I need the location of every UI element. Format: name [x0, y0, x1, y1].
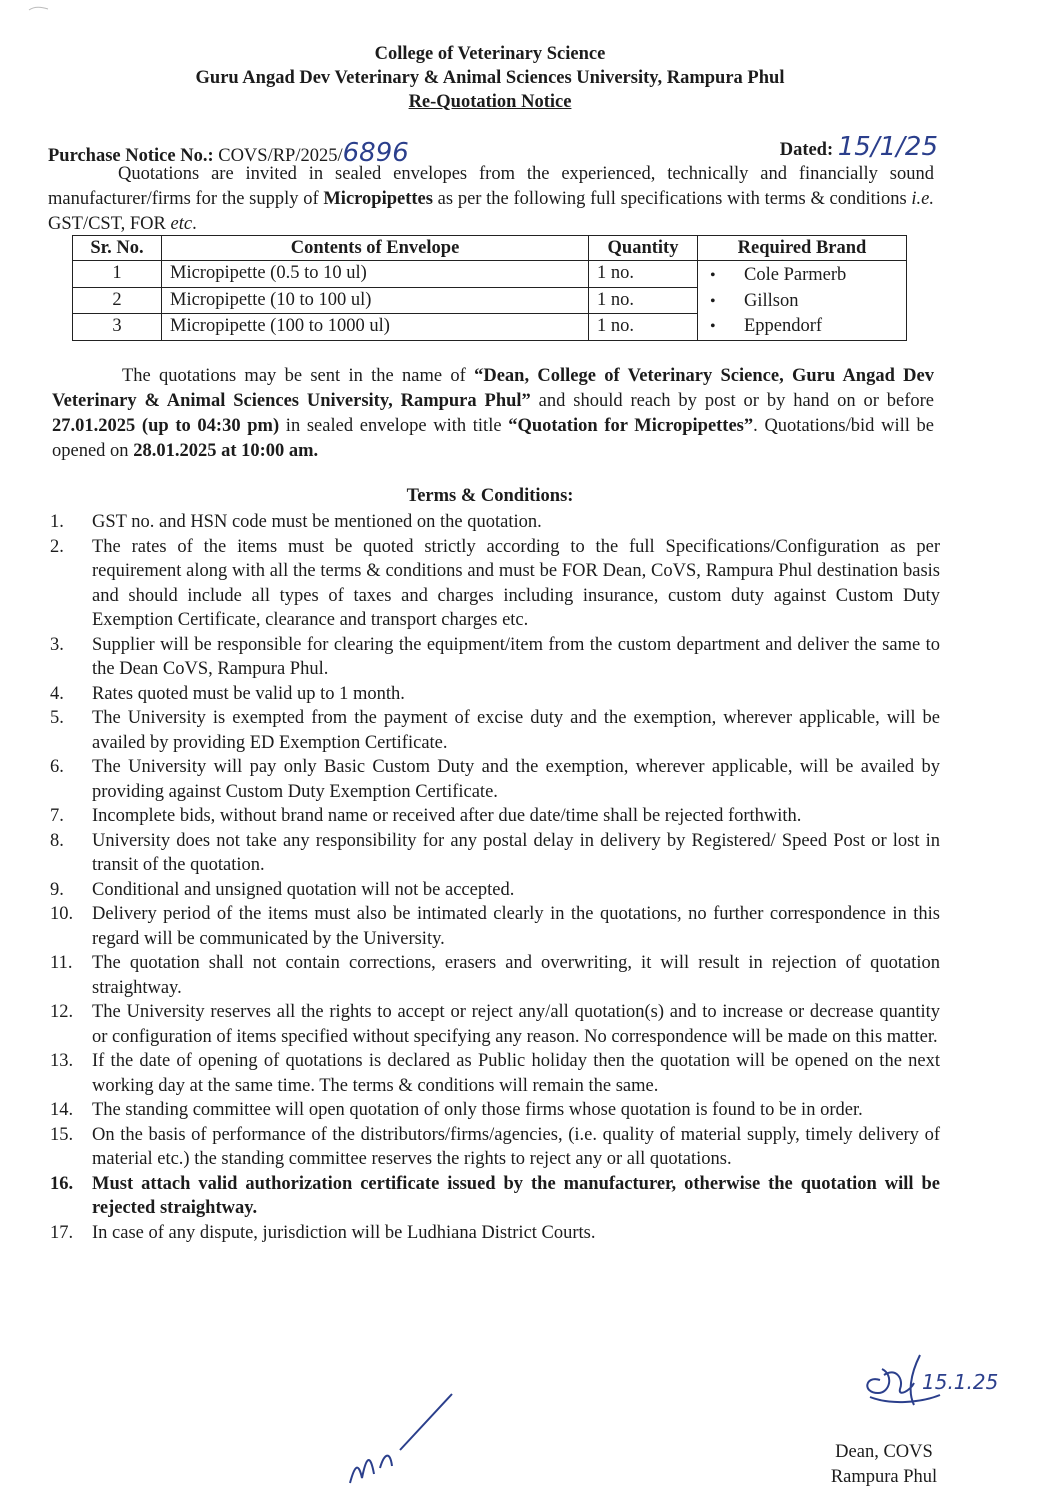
- para-opening-date: 28.01.2025 at 10:00 am.: [133, 441, 319, 461]
- term-text: If the date of opening of quotations is declared as Public holiday then the quotation will be opened on the next working day at the same time. The terms & conditions will remain the same.: [92, 1051, 940, 1096]
- purchase-notice-number: 6896: [342, 138, 409, 168]
- term-number: 3.: [50, 634, 64, 655]
- cell-content: Micropipette (10 to 100 ul): [162, 287, 589, 314]
- term-item: [50, 951, 940, 1000]
- term-number: 7.: [50, 806, 64, 826]
- intro-etc: etc: [170, 214, 193, 234]
- cell-sr: 3: [73, 314, 162, 341]
- term-number: 15.: [50, 1124, 74, 1145]
- para-envelope-title: “Quotation for Micropipettes”: [508, 416, 754, 436]
- cell-sr: 1: [73, 261, 162, 288]
- intro-text-1: Quotations are invited in sealed envelopes from the experienced, technically and financially sound manufacturer/firms for the supply of: [48, 164, 934, 209]
- term-number: 1.: [50, 512, 64, 532]
- items-table: [72, 235, 907, 341]
- term-item: [50, 1098, 940, 1123]
- cell-qty: 1 no.: [589, 314, 698, 341]
- term-item: [50, 633, 940, 682]
- term-item: [50, 682, 940, 707]
- term-number: 8.: [50, 830, 64, 851]
- term-item: [50, 878, 940, 903]
- para-addressee: “Dean, College of Veterinary Science, Guru Angad Dev Veterinary & Animal Sciences University, Rampura Phul”: [52, 366, 934, 411]
- term-number: 4.: [50, 683, 64, 704]
- intro-paragraph: [48, 162, 934, 237]
- letterhead: [0, 42, 980, 114]
- dated-value: 15/1/25: [837, 132, 938, 162]
- term-item: [50, 1049, 940, 1098]
- brand-item: • Eppendorf: [698, 314, 906, 340]
- para-deadline: 27.01.2025 (up to 04:30 pm): [52, 416, 280, 436]
- term-number: 5.: [50, 708, 64, 728]
- term-text: Conditional and unsigned quotation will not be accepted.: [92, 879, 515, 900]
- term-number: 14.: [50, 1100, 74, 1120]
- term-number: 2.: [50, 536, 64, 557]
- term-text: On the basis of performance of the distributors/firms/agencies, (i.e. quality of material supply, timely delivery of material etc.) the standing committee reserves the rights to reject any or all quotations.: [92, 1124, 940, 1169]
- term-text: In case of any dispute, jurisdiction will be Ludhiana District Courts.: [92, 1222, 596, 1243]
- cell-content: Micropipette (100 to 1000 ul): [162, 314, 589, 341]
- dean-signature: [810, 1345, 999, 1420]
- brand-item: • Cole Parmerb: [698, 263, 906, 289]
- term-text: Delivery period of the items must also be intimated clearly in the quotations, no further correspondence in this regard will be communicated by the University.: [92, 904, 940, 949]
- term-text: The standing committee will open quotation of only those firms whose quotation is found to be in order.: [92, 1100, 863, 1120]
- cell-qty: 1 no.: [589, 287, 698, 314]
- term-text: The University is exempted from the payment of excise duty and the exemption, wherever applicable, will be availed by providing ED Exemption Certificate.: [92, 708, 940, 753]
- brand-list: [698, 261, 906, 340]
- scan-mark: [28, 4, 50, 12]
- header-brand: Required Brand: [698, 236, 907, 261]
- term-number: 6.: [50, 757, 64, 777]
- intro-item: Micropipettes: [323, 189, 433, 209]
- cell-content: Micropipette (0.5 to 10 ul): [162, 261, 589, 288]
- term-item: [50, 1221, 940, 1246]
- dated-label: Dated:: [779, 140, 834, 160]
- term-number: 10.: [50, 904, 74, 924]
- cell-qty: 1 no.: [589, 261, 698, 288]
- signatory-place: Rampura Phul: [830, 1467, 938, 1487]
- term-text: Rates quoted must be valid up to 1 month.: [92, 683, 405, 704]
- term-text: University does not take any responsibility for any postal delay in delivery by Registered/ Speed Post or lost in transit of the quotation.: [92, 830, 940, 875]
- term-item: [50, 755, 940, 804]
- header-contents: Contents of Envelope: [162, 236, 589, 261]
- term-number: 16.: [50, 1173, 74, 1194]
- notice-title: Re-Quotation Notice: [408, 92, 572, 112]
- term-number: 13.: [50, 1051, 74, 1071]
- term-number: 9.: [50, 879, 64, 900]
- intro-text-4: .: [192, 214, 197, 234]
- term-number: 11.: [50, 953, 73, 973]
- cell-sr: 2: [73, 287, 162, 314]
- term-text: Supplier will be responsible for clearing the equipment/item from the custom department and deliver the same to the Dean CoVS, Rampura Phul.: [92, 634, 940, 679]
- term-item: [50, 804, 940, 829]
- table-header-row: [73, 236, 907, 261]
- initials-signature: [340, 1388, 460, 1488]
- purchase-notice-prefix: COVS/RP/2025/: [218, 146, 343, 166]
- para-text-3: in sealed envelope with title: [279, 416, 509, 436]
- term-text: Must attach valid authorization certificate issued by the manufacturer, otherwise the quotation will be rejected straightway.: [92, 1173, 940, 1218]
- para-text-2: and should reach by post or by hand on or before: [530, 391, 934, 411]
- intro-ie: i.e.: [911, 189, 934, 209]
- term-text: Incomplete bids, without brand name or received after due date/time shall be rejected forthwith.: [92, 806, 802, 826]
- header-quantity: Quantity: [589, 236, 698, 261]
- terms-title: Terms & Conditions:: [406, 486, 574, 506]
- term-text: The quotation shall not contain corrections, erasers and overwriting, it will result in rejection of quotation straightway.: [92, 953, 940, 998]
- term-number: 12.: [50, 1002, 74, 1022]
- dated-field: [780, 132, 938, 162]
- signature-date: 15.1.25: [922, 1370, 999, 1394]
- term-item: [50, 1123, 940, 1172]
- para-text-1: The quotations may be sent in the name of: [122, 366, 475, 386]
- brand-item: • Gillson: [698, 289, 906, 315]
- term-number: 17.: [50, 1222, 74, 1243]
- term-text: GST no. and HSN code must be mentioned on the quotation.: [92, 512, 542, 532]
- table-row: [73, 261, 907, 288]
- signatory-title: Dean, COVS: [835, 1442, 933, 1462]
- term-item: [50, 902, 940, 951]
- term-item: [50, 1172, 940, 1221]
- terms-list: [50, 510, 940, 1245]
- term-item: [50, 1000, 940, 1049]
- signatory-block: [824, 1440, 944, 1490]
- term-item: [50, 510, 940, 535]
- college-name: College of Veterinary Science: [374, 44, 606, 64]
- intro-text-2: as per the following full specifications with terms & conditions: [432, 189, 912, 209]
- purchase-notice-label: Purchase Notice No.:: [48, 146, 214, 166]
- term-item: [50, 706, 940, 755]
- brand-cell: [698, 261, 907, 341]
- term-text: The rates of the items must be quoted strictly according to the full Specifications/Configuration as per requirement along with all the terms & conditions and must be FOR Dean, CoVS, Rampura Phul destination basis and should include all types of taxes and charges including insurance, custom duty against Custom Duty Exemption Certificate, clearance and transport charges etc.: [92, 536, 940, 630]
- para-text-4: . Quotations/bid will be opened on: [52, 416, 934, 461]
- header-sr-no: Sr. No.: [73, 236, 162, 261]
- term-text: The University reserves all the rights to accept or reject any/all quotation(s) and to increase or decrease quantity or configuration of items specified without specifying any reason. No correspondence will be made on this matter.: [92, 1002, 940, 1047]
- submission-paragraph: [52, 364, 934, 464]
- term-text: The University will pay only Basic Custom Duty and the exemption, wherever applicable, will be availed by providing against Custom Duty Exemption Certificate.: [92, 757, 940, 802]
- term-item: [50, 535, 940, 633]
- university-name: Guru Angad Dev Veterinary & Animal Sciences University, Rampura Phul: [195, 68, 785, 88]
- intro-text-3: GST/CST, FOR: [48, 214, 171, 234]
- term-item: [50, 829, 940, 878]
